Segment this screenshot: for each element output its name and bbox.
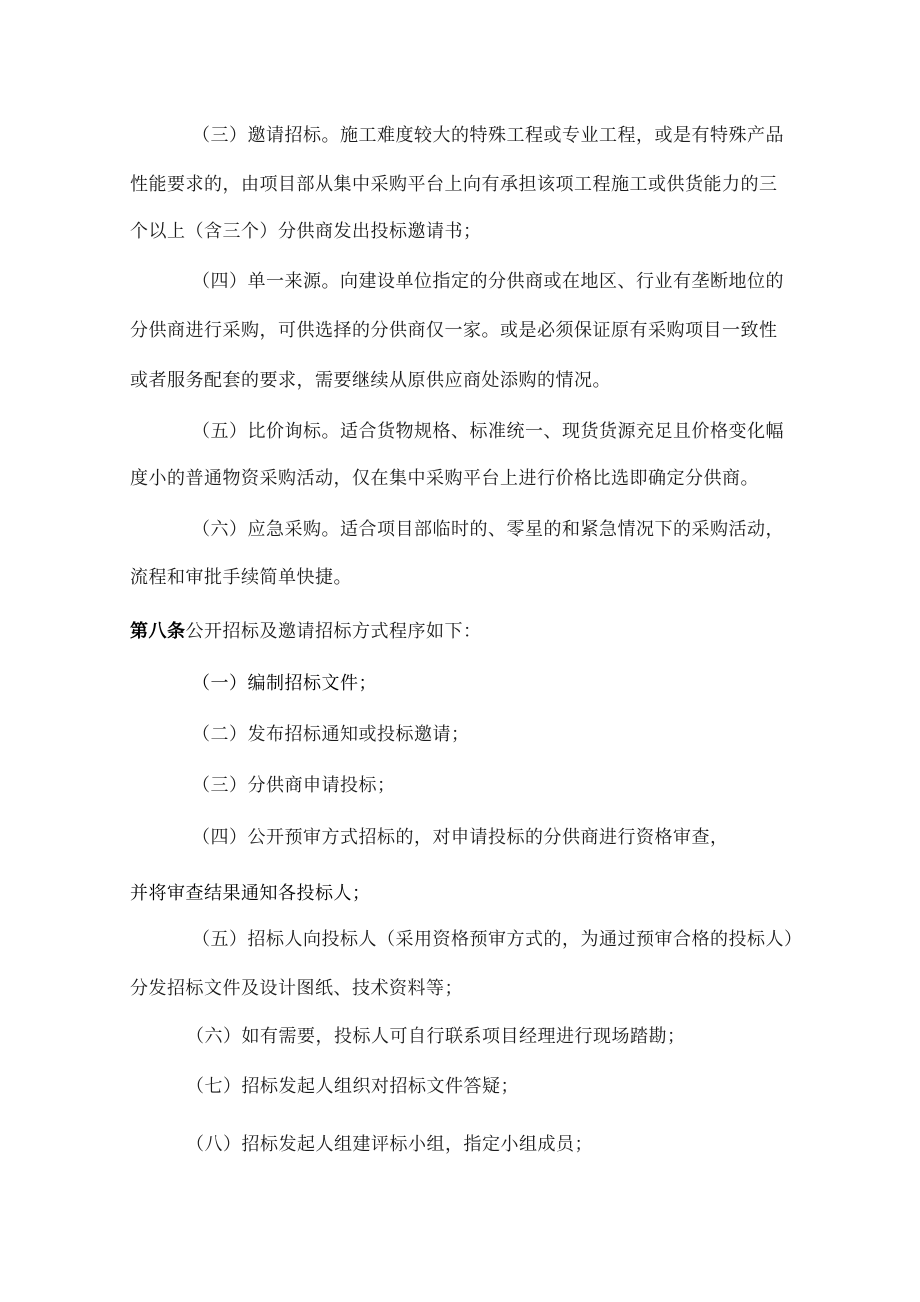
article-8-number: 第八条 xyxy=(130,621,186,642)
paragraph-price-comparison-line-2: 度小的普通物资采购活动，仅在集中采购平台上进行价格比选即确定分供商。 xyxy=(130,468,759,489)
paragraph-invited-bidding-line-2: 性能要求的，由项目部从集中采购平台上向有承担该项工程施工或供货能力的三 xyxy=(130,174,778,195)
procedure-item-7: （七）招标发起人组织对招标文件答疑； xyxy=(186,1076,519,1097)
procedure-item-1: （一）编制招标文件； xyxy=(192,673,377,694)
procedure-item-5-line-2: 分发招标文件及设计图纸、技术资料等； xyxy=(130,978,463,999)
paragraph-single-source-line-2: 分供商进行采购，可供选择的分供商仅一家。或是必须保证原有采购项目一致性 xyxy=(130,320,778,341)
procedure-item-4-line-2: 并将审查结果通知各投标人； xyxy=(130,883,371,904)
procedure-item-4-line-1: （四）公开预审方式招标的，对申请投标的分供商进行资格审查， xyxy=(192,827,729,848)
paragraph-emergency-purchase-line-1: （六）应急采购。适合项目部临时的、零星的和紧急情况下的采购活动， xyxy=(192,519,784,540)
paragraph-price-comparison-line-1: （五）比价询标。适合货物规格、标准统一、现货货源充足且价格变化幅 xyxy=(192,421,784,442)
article-8-intro: 公开招标及邀请招标方式程序如下： xyxy=(185,621,482,642)
paragraph-single-source-line-1: （四）单一来源。向建设单位指定的分供商或在地区、行业有垄断地位的 xyxy=(192,271,784,292)
paragraph-invited-bidding-line-1: （三）邀请招标。施工难度较大的特殊工程或专业工程，或是有特殊产品 xyxy=(192,125,784,146)
paragraph-single-source-line-3: 或者服务配套的要求，需要继续从原供应商处添购的情况。 xyxy=(130,370,611,391)
procedure-item-5-line-1: （五）招标人向投标人（采用资格预审方式的，为通过预审合格的投标人） xyxy=(192,929,803,950)
paragraph-invited-bidding-line-3: 个以上（含三个）分供商发出投标邀请书； xyxy=(130,221,482,242)
procedure-item-6: （六）如有需要，投标人可自行联系项目经理进行现场踏勘； xyxy=(186,1026,686,1047)
procedure-item-8: （八）招标发起人组建评标小组，指定小组成员； xyxy=(186,1134,593,1155)
paragraph-emergency-purchase-line-2: 流程和审批手续简单快捷。 xyxy=(130,567,352,588)
procedure-item-3: （三）分供商申请投标； xyxy=(192,775,396,796)
procedure-item-2: （二）发布招标通知或投标邀请； xyxy=(192,724,470,745)
article-8-heading-line xyxy=(130,620,850,644)
